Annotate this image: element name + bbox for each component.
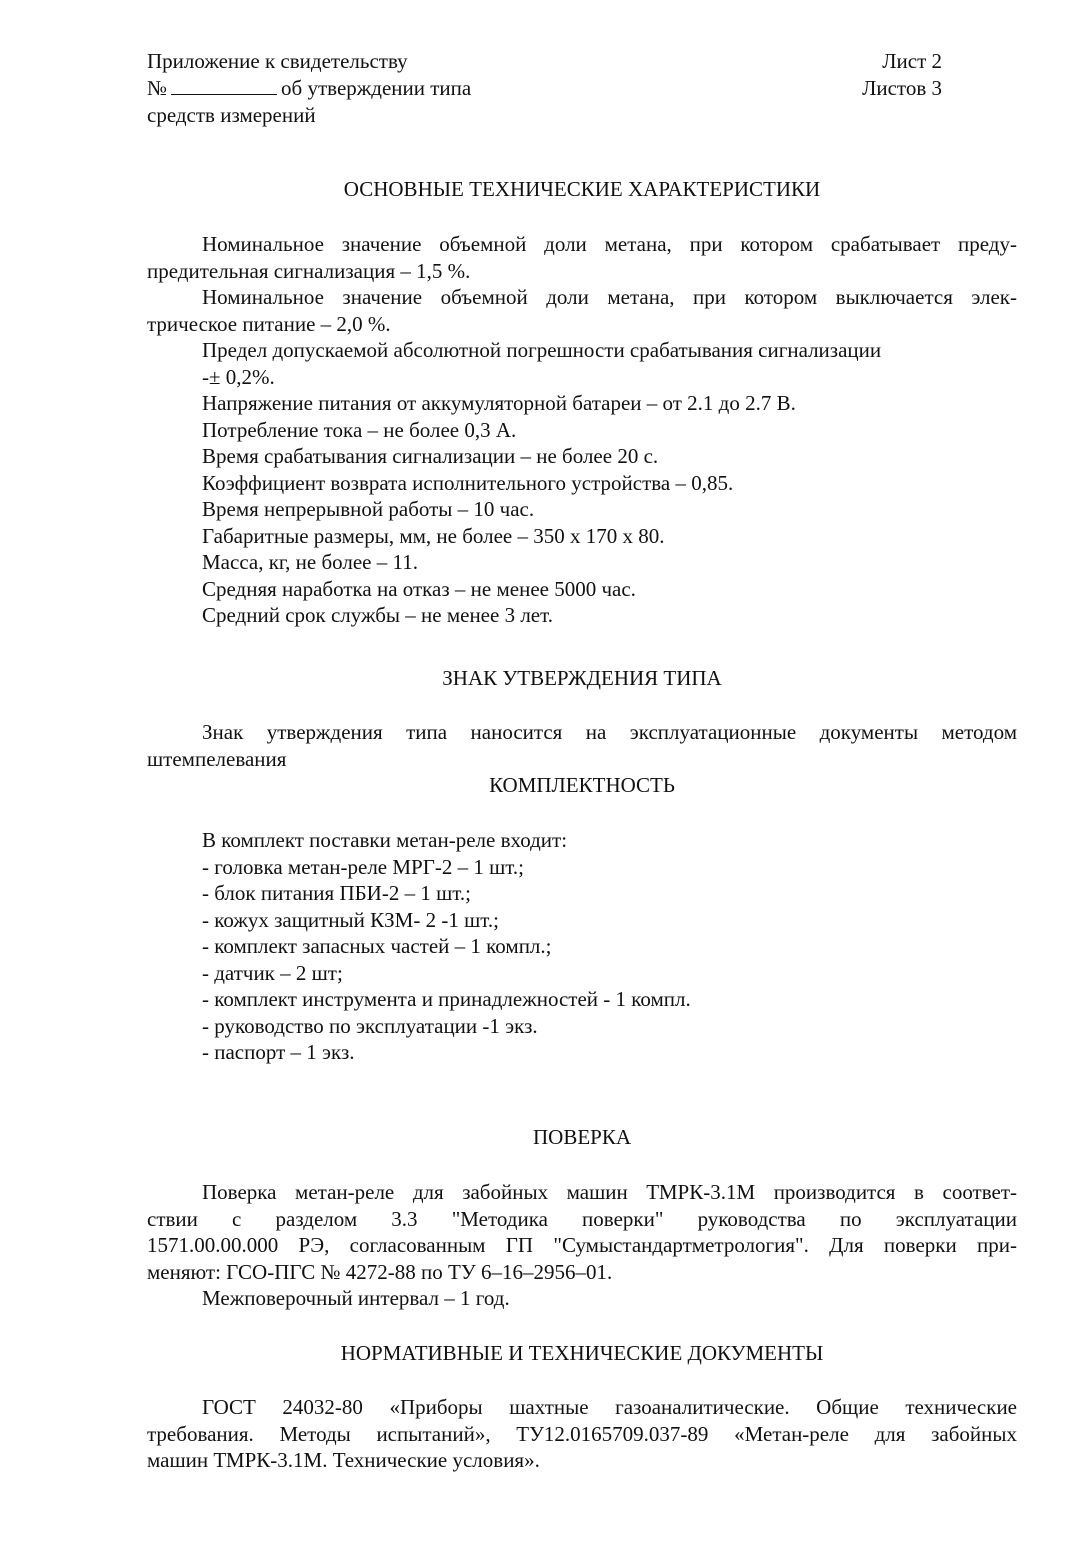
section-title: НОРМАТИВНЫЕ И ТЕХНИЧЕСКИЕ ДОКУМЕНТЫ: [340, 1341, 824, 1365]
paragraph: 1571.00.00.000 РЭ, согласованным ГП "Сумыстандартметрология". Для поверки при-: [147, 1233, 1017, 1257]
spec-item: Средний срок службы – не менее 3 лет.: [202, 603, 553, 627]
header-line: [147, 75, 471, 102]
specs-body: [147, 231, 1017, 629]
documents-body: [147, 1394, 1017, 1474]
paragraph: требования. Методы испытаний», ТУ12.0165709.037-89 «Метан-реле для забойных: [147, 1421, 1017, 1446]
spec-item: Потребление тока – не более 0,3 А.: [202, 417, 517, 442]
sheet-count: Листов 3: [862, 76, 942, 100]
kit-item: - руководство по эксплуатации -1 экз.: [202, 1013, 538, 1038]
type-mark-body: [147, 719, 1017, 772]
paragraph: Предел допускаемой абсолютной погрешности срабатывания сигнализации: [202, 338, 882, 362]
paragraph: трическое питание – 2,0 %.: [147, 311, 391, 336]
paragraph: -± 0,2%.: [202, 364, 275, 389]
spec-item: Масса, кг, не более – 11.: [202, 550, 418, 574]
section-title: КОМПЛЕКТНОСТЬ: [489, 773, 675, 797]
paragraph: Межповерочный интервал – 1 год.: [202, 1286, 510, 1310]
kit-body: [147, 827, 1017, 1066]
header-left: [147, 48, 471, 129]
paragraph: ГОСТ 24032-80 «Приборы шахтные газоаналитические. Общие технические: [202, 1395, 1017, 1419]
paragraph: меняют: ГСО-ПГС № 4272-88 по ТУ 6–16–2956–01.: [147, 1259, 613, 1284]
paragraph: ствии с разделом 3.3 "Методика поверки" руководства по эксплуатации: [147, 1206, 1017, 1231]
number-sign: №: [147, 76, 168, 100]
kit-item: - кожух защитный КЗМ- 2 -1 шт.;: [202, 907, 499, 932]
section-specs: [147, 176, 1017, 203]
spec-item: Напряжение питания от аккумуляторной батареи – от 2.1 до 2.7 В.: [202, 391, 796, 415]
kit-item: - комплект запасных частей – 1 компл.;: [202, 934, 552, 958]
kit-item: - головка метан-реле МРГ-2 – 1 шт.;: [202, 854, 524, 879]
kit-item: - паспорт – 1 экз.: [202, 1040, 355, 1064]
paragraph: машин ТМРК-3.1М. Технические условия».: [147, 1448, 540, 1472]
sheet-number: Лист 2: [882, 49, 942, 73]
paragraph: Номинальное значение объемной доли метана, при котором срабатывает преду-: [202, 232, 1017, 256]
paragraph: предительная сигнализация – 1,5 %.: [147, 258, 471, 283]
section-verification: [147, 1124, 1017, 1151]
header-right: [862, 48, 942, 102]
kit-intro: В комплект поставки метан-реле входит:: [202, 828, 568, 852]
spec-item: Время срабатывания сигнализации – не более 20 с.: [202, 444, 659, 468]
section-title: ОСНОВНЫЕ ТЕХНИЧЕСКИЕ ХАРАКТЕРИСТИКИ: [343, 177, 821, 201]
spec-item: Время непрерывной работы – 10 час.: [202, 497, 535, 521]
section-title: ЗНАК УТВЕРЖДЕНИЯ ТИПА: [442, 666, 722, 690]
spec-item: Габаритные размеры, мм, не более – 350 х 170 х 80.: [202, 523, 665, 548]
spec-item: Средняя наработка на отказ – не менее 5000 час.: [202, 576, 636, 601]
spec-item: Коэффициент возврата исполнительного устройства – 0,85.: [202, 470, 734, 495]
paragraph: Поверка метан-реле для забойных машин ТМРК-3.1М производится в соответ-: [202, 1180, 1017, 1204]
paragraph: штемпелевания: [147, 746, 287, 771]
paragraph: Знак утверждения типа наносится на эксплуатационные документы методом: [202, 720, 1017, 744]
header-line: средств измерений: [147, 103, 316, 127]
section-title: ПОВЕРКА: [532, 1125, 632, 1149]
kit-item: - датчик – 2 шт;: [202, 960, 343, 985]
header-line: Приложение к свидетельству: [147, 49, 408, 73]
kit-item: - комплект инструмента и принадлежностей - 1 компл.: [202, 987, 691, 1011]
kit-item: - блок питания ПБИ-2 – 1 шт.;: [202, 881, 471, 905]
blank-field: [171, 94, 277, 95]
header-text: об утверждении типа: [281, 76, 472, 100]
paragraph: Номинальное значение объемной доли метана, при котором выключается элек-: [202, 285, 1017, 309]
section-type-mark: [147, 665, 1017, 692]
section-documents: [147, 1340, 1017, 1367]
section-kit: [147, 772, 1017, 799]
verification-body: [147, 1179, 1017, 1312]
